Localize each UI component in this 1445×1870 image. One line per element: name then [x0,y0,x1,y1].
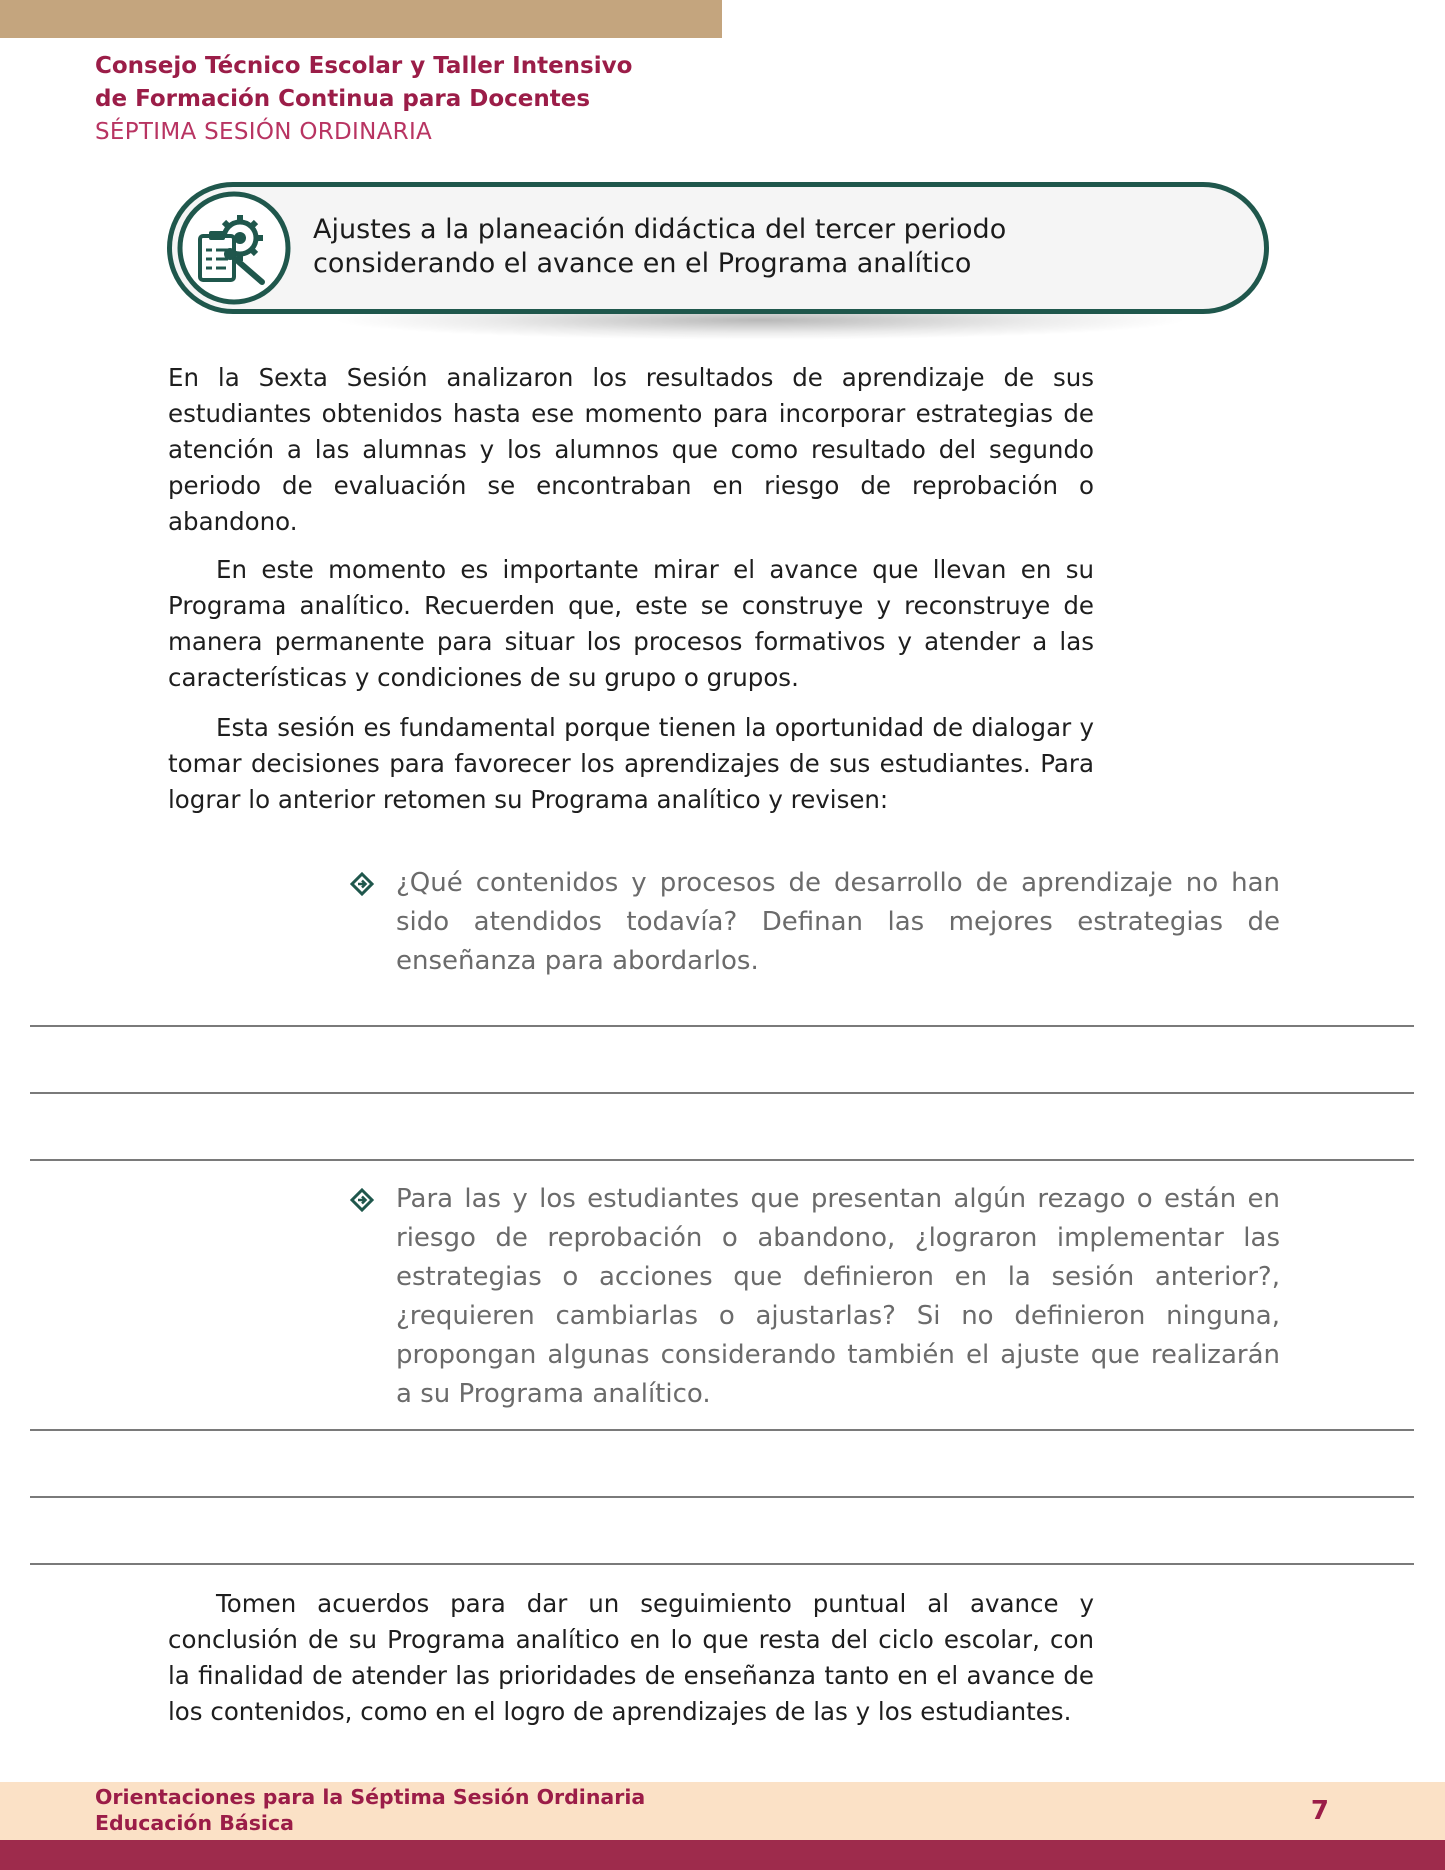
bullet-item [350,864,1280,981]
answer-line[interactable] [30,1563,1414,1565]
bullet-text: Para las y los estudiantes que presentan algún rezago o están en riesgo de reprobación o abandono, ¿lograron implementar las estrategias o acciones que definieron en la sesión anterior?, ¿requieren cambiarlas o ajustarlas? Si no definieron ninguna, propongan algunas considerando también el ajuste que realizarán a su Programa analítico. [396,1184,1280,1409]
answer-line[interactable] [30,1496,1414,1498]
header-title-line2: de Formación Continua para Docentes [95,86,591,112]
context-paragraph: En este momento es importante mirar el avance que llevan en su Programa analítico. Recuerden que, este se construye y reconstruye de manera permanente para situar los procesos formativos y atender a las características y condiciones de su grupo o grupos. [168,555,1094,692]
header-session-label: SÉPTIMA SESIÓN ORDINARIA [95,119,433,145]
footer-subtitle: Educación Básica [95,1811,294,1835]
section-title [313,213,1213,281]
header-title-line1: Consejo Técnico Escolar y Taller Intensivo [95,53,633,79]
closing-paragraph: Tomen acuerdos para dar un seguimiento puntual al avance y conclusión de su Programa analítico en lo que resta del ciclo escolar, con la finalidad de atender las prioridades de enseñanza tanto en el avance de los contenidos, como en el logro de aprendizajes de las y los estudiantes. [168,1589,1094,1726]
diamond-arrow-bullet-icon [350,1188,374,1212]
top-decorative-bar [0,0,722,38]
bottom-decorative-bar [0,1840,1445,1870]
clipboard-gear-wrench-icon [176,190,292,306]
diamond-arrow-bullet-icon [350,872,374,896]
answer-line[interactable] [30,1429,1414,1431]
answer-line[interactable] [30,1159,1414,1161]
bullet-text: ¿Qué contenidos y procesos de desarrollo de aprendizaje no han sido atendidos todavía? Definan las mejores estrategias de enseñanza para abordarlos. [396,868,1280,976]
footer-title: Orientaciones para la Séptima Sesión Ordinaria [95,1785,646,1809]
bullet-item [350,1180,1280,1414]
instructions-paragraph: Esta sesión es fundamental porque tienen la oportunidad de dialogar y tomar decisiones para favorecer los aprendizajes de sus estudiantes. Para lograr lo anterior retomen su Programa analítico y revisen: [168,713,1094,814]
intro-paragraph: En la Sexta Sesión analizaron los resultados de aprendizaje de sus estudiantes obtenidos hasta ese momento para incorporar estrategias de atención a las alumnas y los alumnos que como resultado del segundo periodo de evaluación se encontraban en riesgo de reprobación o abandono. [168,363,1094,536]
page-footer [0,1782,1445,1840]
page-number: 7 [1310,1796,1329,1826]
answer-line[interactable] [30,1092,1414,1094]
section-title-line2: considerando el avance en el Programa analítico [313,248,972,279]
answer-line[interactable] [30,1025,1414,1027]
document-header [95,50,632,149]
section-title-line1: Ajustes a la planeación didáctica del tercer periodo [313,214,1007,245]
